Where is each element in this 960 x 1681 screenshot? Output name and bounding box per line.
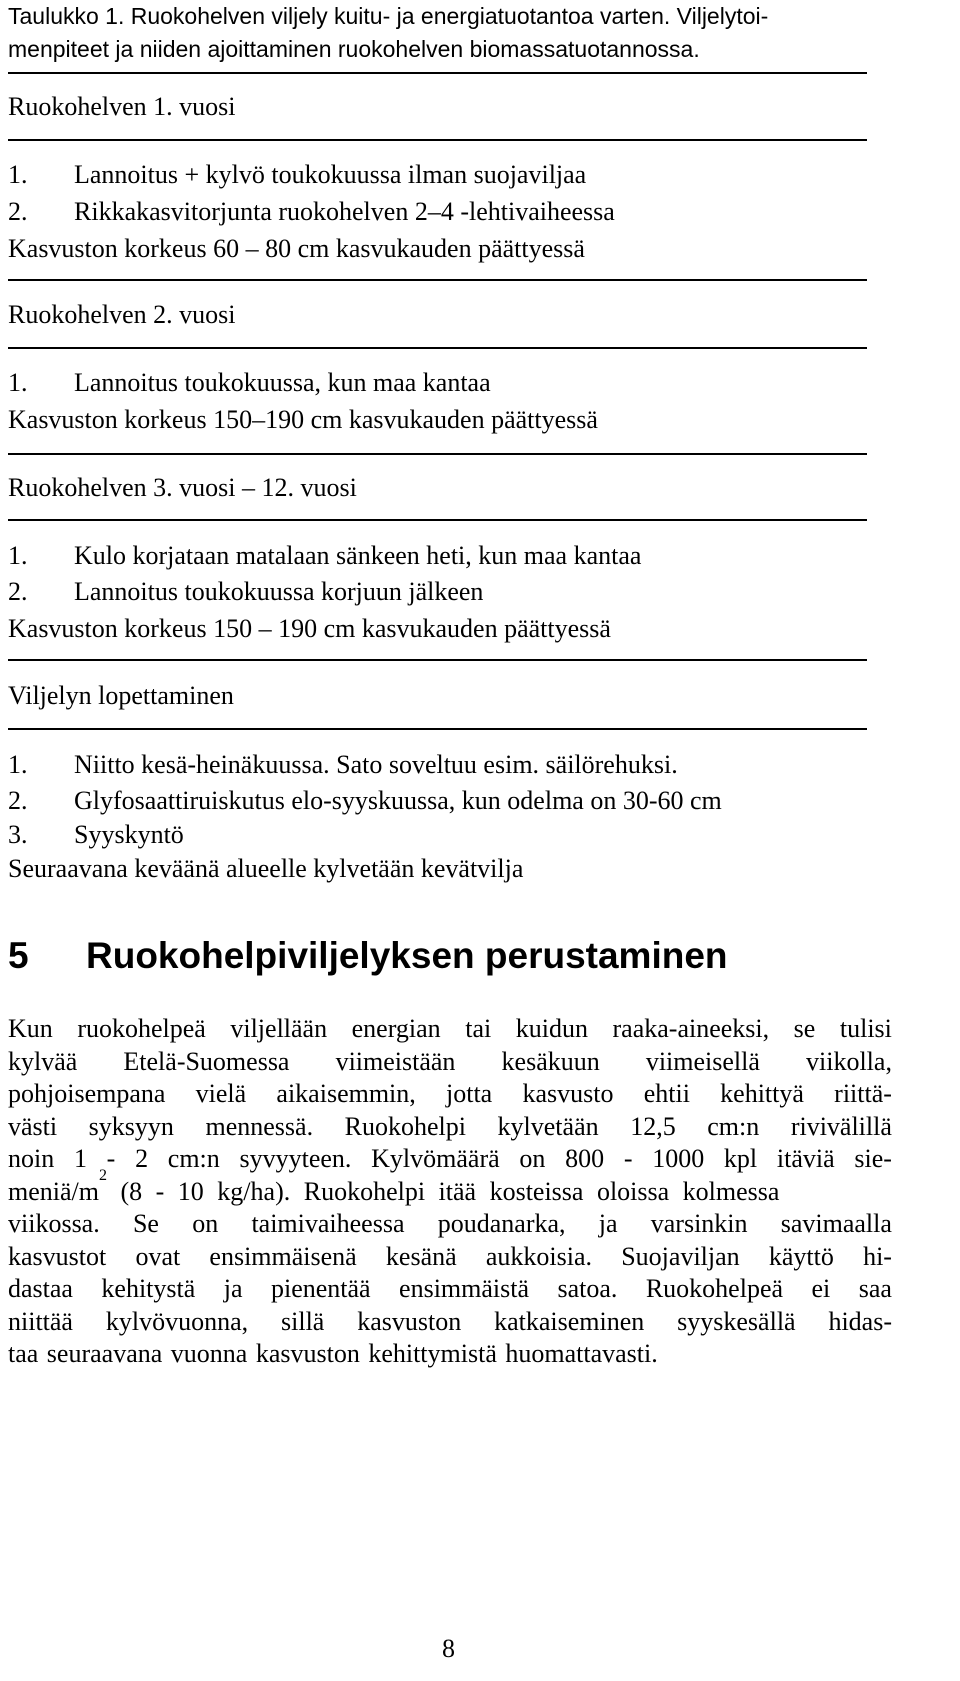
paragraph-text: (8 - 10 kg/ha). Ruokohelpi itää kosteissa oloissa kolmessa [106, 1176, 780, 1206]
table-section-title: Viljelyn lopettaminen [8, 681, 234, 710]
step-number: 1. [8, 368, 28, 397]
word: Se [132, 1209, 159, 1238]
section-heading [8, 932, 728, 980]
word: kylvetään [497, 1111, 599, 1141]
superscript: 2 [98, 1166, 107, 1184]
word: aikaisemmin, [276, 1079, 416, 1108]
table-step [8, 196, 615, 228]
word: kylvövuonna, [105, 1306, 249, 1336]
word: tulisi [839, 1014, 892, 1043]
table-rule [8, 347, 867, 349]
table-step [8, 785, 722, 817]
paragraph-line [8, 1306, 892, 1339]
step-number: 2. [8, 577, 28, 606]
table-rule [8, 279, 867, 281]
paragraph-line [8, 1078, 892, 1111]
word: syksyyn [88, 1111, 174, 1141]
word: syvyyteen. [239, 1144, 352, 1173]
step-number: 2. [8, 786, 28, 815]
table-section-title: Ruokohelven 2. vuosi [8, 300, 236, 329]
section-number: 5 [8, 935, 29, 976]
paragraph-line [8, 1273, 892, 1306]
word: dastaa [8, 1274, 73, 1303]
word: käyttö [768, 1241, 834, 1271]
word: cm:n [167, 1144, 220, 1173]
word: ja [223, 1274, 243, 1303]
step-text: Lannoitus toukokuussa korjuun jälkeen [74, 577, 484, 606]
word: saa [858, 1274, 892, 1303]
table-caption-line: Taulukko 1. Ruokohelven viljely kuitu- ja energiatuotantoa varten. Viljelytoi- [8, 3, 769, 29]
table-step [8, 367, 491, 399]
table-step [8, 576, 483, 608]
word: kasvuston [357, 1306, 462, 1336]
word: hidas- [828, 1306, 892, 1336]
word: itäviä [776, 1144, 835, 1173]
word: västi [8, 1111, 58, 1141]
step-number: 3. [8, 820, 28, 849]
word: taimivaiheessa [251, 1209, 405, 1238]
word: cm:n [707, 1111, 760, 1141]
word: 12,5 [630, 1111, 676, 1141]
table-step [8, 159, 586, 191]
paragraph-text: meniä/m [8, 1176, 99, 1206]
table-section-title: Ruokohelven 3. vuosi – 12. vuosi [8, 473, 357, 502]
step-text: Glyfosaattiruiskutus elo-syyskuussa, kun odelma on 30-60 cm [74, 786, 722, 815]
word: Etelä-Suomessa [123, 1046, 290, 1076]
paragraph-line [8, 1046, 892, 1079]
word: jotta [446, 1079, 493, 1108]
word: pohjoisempana [8, 1079, 166, 1108]
word: 1000 [652, 1144, 705, 1173]
table-rule [8, 72, 867, 74]
table-rule [8, 659, 867, 661]
word: poudanarka, [437, 1209, 566, 1238]
word: pienentää [270, 1274, 371, 1303]
table-rule [8, 728, 867, 730]
table-note: Kasvuston korkeus 150–190 cm kasvukauden päättyessä [8, 405, 598, 434]
paragraph-line [8, 1166, 892, 1209]
table-section-title: Ruokohelven 1. vuosi [8, 92, 236, 121]
word: Suojaviljan [621, 1241, 740, 1271]
table-caption-line: menpiteet ja niiden ajoittaminen ruokohelven biomassatuotannossa. [8, 36, 700, 62]
word: tai [465, 1014, 492, 1043]
word: on [192, 1209, 219, 1238]
word: mennessä. [205, 1111, 314, 1141]
word: noin [8, 1144, 55, 1173]
word: energian [351, 1014, 441, 1043]
table-step [8, 819, 184, 851]
word: viljellään [230, 1014, 328, 1043]
paragraph-line [8, 1241, 892, 1274]
word: viimeistään [335, 1046, 456, 1076]
word: ensimmäistä [399, 1274, 530, 1303]
section-title: Ruokohelpiviljelyksen perustaminen [86, 935, 728, 976]
step-text: Niitto kesä-heinäkuussa. Sato soveltuu esim. säilörehuksi. [74, 750, 678, 779]
word: viikossa. [8, 1209, 100, 1238]
word: 2 [135, 1144, 149, 1173]
word: sillä [281, 1306, 325, 1336]
step-number: 1. [8, 541, 28, 570]
word: - [106, 1144, 116, 1173]
word: kasvustot [8, 1241, 107, 1271]
word: kesänä [385, 1241, 457, 1271]
paragraph-line: taa seuraavana vuonna kasvuston kehittymistä huomattavasti. [8, 1339, 658, 1368]
word: kuidun [515, 1014, 588, 1043]
table-rule [8, 139, 867, 141]
word: niittää [8, 1306, 73, 1336]
word: se [793, 1014, 816, 1043]
table-note: Kasvuston korkeus 60 – 80 cm kasvukauden päättyessä [8, 234, 585, 263]
word: kylvää [8, 1046, 78, 1076]
step-text: Lannoitus + kylvö toukokuussa ilman suojaviljaa [74, 160, 587, 189]
word: 800 [565, 1144, 605, 1173]
paragraph-line [8, 1208, 892, 1241]
word: kehittyä [720, 1079, 804, 1108]
word: ei [811, 1274, 831, 1303]
word: savimaalla [780, 1209, 892, 1238]
step-text: Syyskyntö [74, 820, 184, 849]
step-text: Rikkakasvitorjunta ruokohelven 2–4 -lehtivaiheessa [74, 197, 615, 226]
word: kasvusto [522, 1079, 614, 1108]
word: viimeisellä [645, 1046, 760, 1076]
step-number: 1. [8, 160, 28, 189]
word: satoa. [557, 1274, 618, 1303]
word: viikolla, [806, 1046, 892, 1076]
word: sie- [854, 1144, 892, 1173]
word: kehitystä [101, 1274, 196, 1303]
word: aukkoisia. [485, 1241, 593, 1271]
page-number: 8 [442, 1634, 455, 1663]
table-note: Kasvuston korkeus 150 – 190 cm kasvukauden päättyessä [8, 614, 611, 643]
word: Kun [8, 1014, 53, 1043]
word: syyskesällä [677, 1306, 796, 1336]
word: kpl [723, 1144, 758, 1173]
word: kesäkuun [501, 1046, 600, 1076]
step-number: 2. [8, 197, 28, 226]
table-step [8, 749, 678, 781]
word: varsinkin [650, 1209, 748, 1238]
step-text: Kulo korjataan matalaan sänkeen heti, kun maa kantaa [74, 541, 642, 570]
paragraph-line [8, 1013, 892, 1046]
table-note: Seuraavana keväänä alueelle kylvetään kevätvilja [8, 854, 524, 883]
word: raaka-aineeksi, [612, 1014, 770, 1043]
word: ja [598, 1209, 618, 1238]
word: on [519, 1144, 546, 1173]
word: ehtii [643, 1079, 690, 1108]
table-rule [8, 453, 867, 455]
word: - [623, 1144, 633, 1173]
step-text: Lannoitus toukokuussa, kun maa kantaa [74, 368, 491, 397]
body-paragraph [8, 1013, 892, 1371]
word: ensimmäisenä [209, 1241, 357, 1271]
table-step [8, 540, 641, 572]
word: ovat [135, 1241, 181, 1271]
word: rivivälillä [790, 1111, 892, 1141]
word: riittä- [834, 1079, 892, 1108]
word: Ruokohelpi [344, 1111, 466, 1141]
word: katkaiseminen [494, 1306, 645, 1336]
word: ruokohelpeä [77, 1014, 206, 1043]
step-number: 1. [8, 750, 28, 779]
paragraph-line [8, 1143, 892, 1176]
word: vielä [195, 1079, 247, 1108]
word: Ruokohelpeä [645, 1274, 784, 1303]
word: Kylvömäärä [371, 1144, 500, 1173]
table-caption [8, 0, 958, 66]
word: 1 [73, 1144, 87, 1173]
table-rule [8, 519, 867, 521]
word: hi- [863, 1241, 892, 1271]
paragraph-line [8, 1111, 892, 1144]
